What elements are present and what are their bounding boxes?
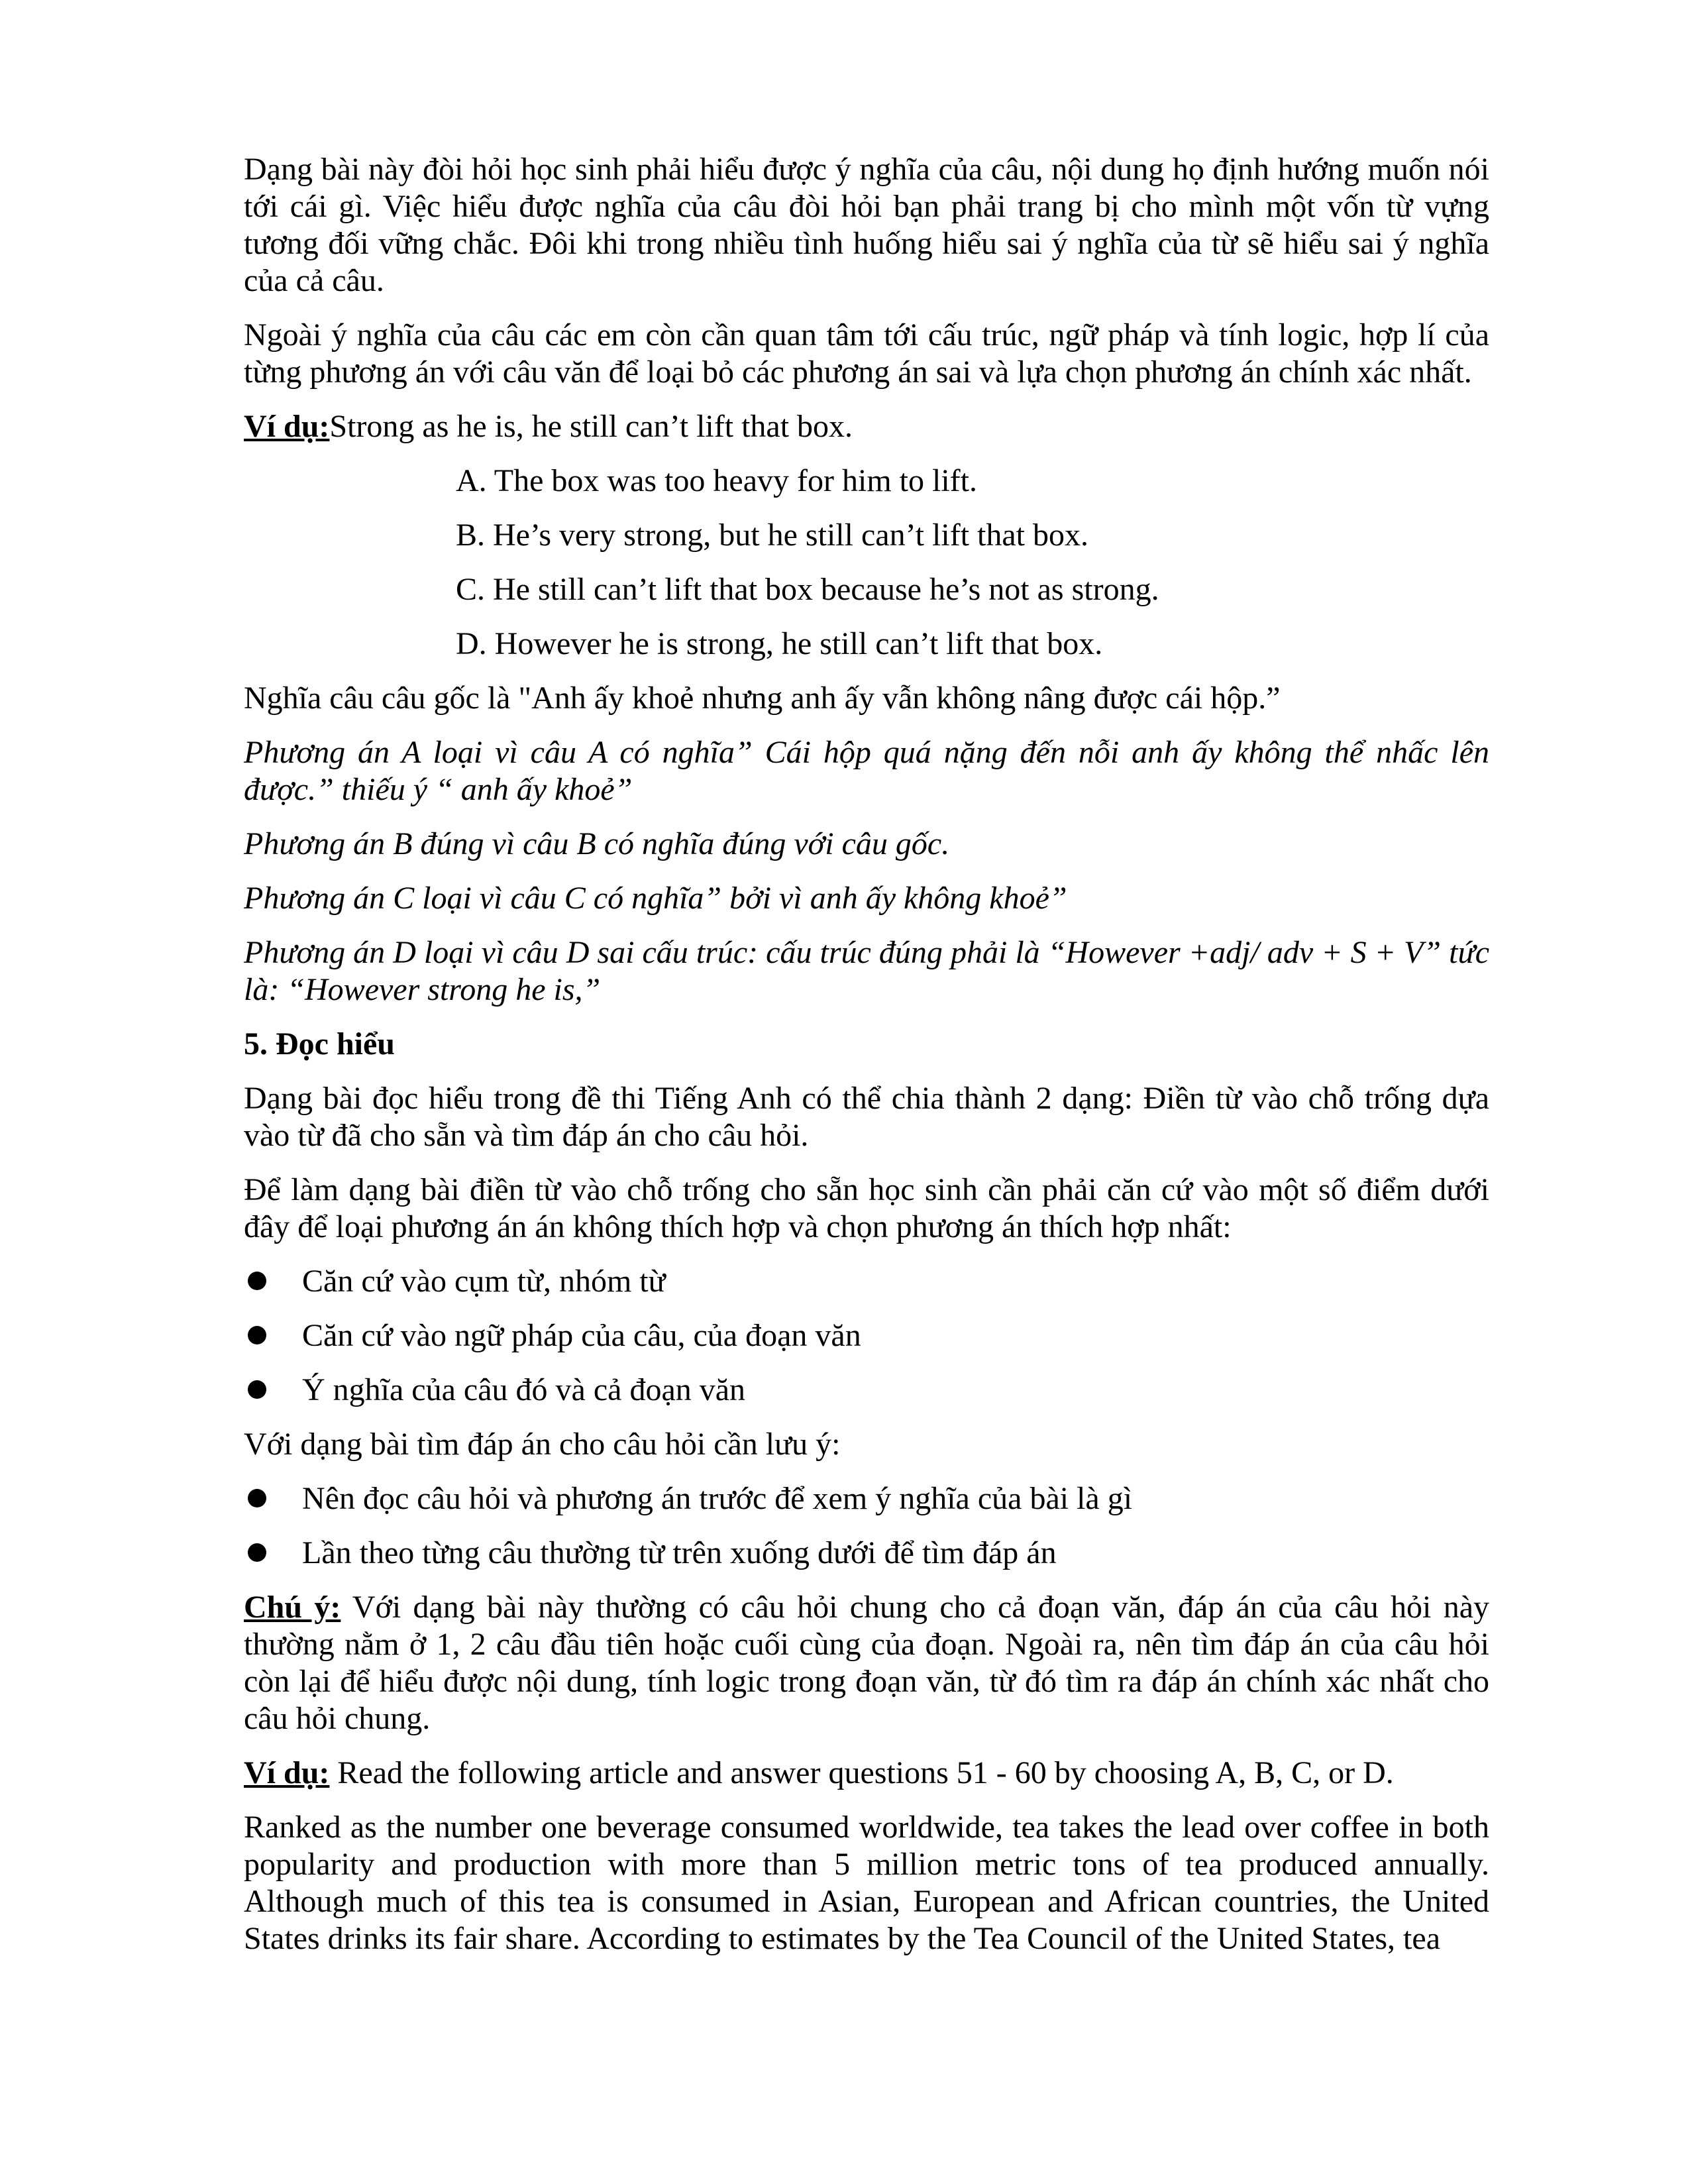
section-5-paragraph-3: Với dạng bài tìm đáp án cho câu hỏi cần lưu ý: bbox=[244, 1427, 841, 1462]
example-1-sentence: Strong as he is, he still can’t lift that box. bbox=[329, 409, 853, 444]
bullet-icon bbox=[248, 1543, 266, 1562]
option-b: B. He’s very strong, but he still can’t lift that box. bbox=[456, 518, 1088, 553]
bullet-item bbox=[244, 1480, 1489, 1517]
example-1-line bbox=[244, 408, 1489, 445]
intro-paragraph-2: Ngoài ý nghĩa của câu các em còn cần quan tâm tới cấu trúc, ngữ pháp và tính logic, hợp lí của từng phương án với câu văn để loại bỏ các phương án sai và lựa chọn phương án chính xác nhất. bbox=[244, 317, 1489, 390]
explanation-b: Phương án B đúng vì câu B có nghĩa đúng với câu gốc. bbox=[244, 826, 950, 861]
bullet-text: Lần theo từng câu thường từ trên xuống dưới để tìm đáp án bbox=[302, 1535, 1057, 1570]
bullet-icon bbox=[248, 1326, 266, 1344]
bullet-item bbox=[244, 1317, 1489, 1354]
section-5-paragraph-2: Để làm dạng bài điền từ vào chỗ trống cho sẵn học sinh cần phải căn cứ vào một số điểm dưới đây để loại phương án án không thích hợp và chọn phương án thích hợp nhất: bbox=[244, 1172, 1489, 1244]
bullet-text: Căn cứ vào cụm từ, nhóm từ bbox=[302, 1264, 666, 1299]
bullet-icon bbox=[248, 1489, 266, 1507]
option-c: C. He still can’t lift that box because he’s not as strong. bbox=[456, 572, 1159, 607]
intro-paragraph-1: Dạng bài này đòi hỏi học sinh phải hiểu được ý nghĩa của câu, nội dung họ định hướng muốn nói tới cái gì. Việc hiểu được nghĩa của câu đòi hỏi bạn phải trang bị cho mình một vốn từ vựng tương đối vững chắc. Đôi khi trong nhiều tình huống hiểu sai ý nghĩa của từ sẽ hiểu sai ý nghĩa của cả câu. bbox=[244, 152, 1489, 298]
example-1-meaning: Nghĩa câu câu gốc là "Anh ấy khoẻ nhưng anh ấy vẫn không nâng được cái hộp.” bbox=[244, 681, 1281, 716]
bullet-text: Nên đọc câu hỏi và phương án trước để xem ý nghĩa của bài là gì bbox=[302, 1481, 1133, 1516]
bullet-item bbox=[244, 1372, 1489, 1409]
note-label: Chú ý: bbox=[244, 1590, 341, 1625]
example-2-text: Read the following article and answer questions 51 - 60 by choosing A, B, C, or D. bbox=[337, 1755, 1394, 1790]
explanation-a: Phương án A loại vì câu A có nghĩa” Cái hộp quá nặng đến nỗi anh ấy không thể nhấc lên được.” thiếu ý “ anh ấy khoẻ” bbox=[244, 735, 1489, 807]
option-d: D. However he is strong, he still can’t lift that box. bbox=[456, 626, 1103, 661]
page-content bbox=[244, 151, 1489, 1975]
example-2-label: Ví dụ: bbox=[244, 1755, 330, 1790]
bullet-icon bbox=[248, 1272, 266, 1290]
explanation-c: Phương án C loại vì câu C có nghĩa” bởi vì anh ấy không khoẻ” bbox=[244, 881, 1067, 916]
example-1-label: Ví dụ: bbox=[244, 409, 330, 444]
bullet-item bbox=[244, 1535, 1489, 1572]
option-a: A. The box was too heavy for him to lift. bbox=[456, 463, 977, 498]
example-2-line bbox=[244, 1755, 1489, 1792]
section-5-paragraph-1: Dạng bài đọc hiểu trong đề thi Tiếng Anh có thể chia thành 2 dạng: Điền từ vào chỗ trống dựa vào từ đã cho sẵn và tìm đáp án cho câu hỏi. bbox=[244, 1081, 1489, 1153]
note-text: Với dạng bài này thường có câu hỏi chung cho cả đoạn văn, đáp án của câu hỏi này thường nằm ở 1, 2 câu đầu tiên hoặc cuối cùng của đoạn. Ngoài ra, nên tìm đáp án của câu hỏi còn lại để hiểu được nội dung, tính logic trong đoạn văn, từ đó tìm ra đáp án chính xác nhất cho câu hỏi chung. bbox=[244, 1590, 1489, 1736]
note-paragraph bbox=[244, 1589, 1489, 1737]
bullet-icon bbox=[248, 1380, 266, 1399]
section-5-heading: 5. Đọc hiểu bbox=[244, 1026, 395, 1062]
bullet-item bbox=[244, 1263, 1489, 1300]
explanation-d: Phương án D loại vì câu D sai cấu trúc: cấu trúc đúng phải là “However +adj/ adv + S + V” tức là: “However strong he is,” bbox=[244, 935, 1489, 1007]
passage-paragraph: Ranked as the number one beverage consumed worldwide, tea takes the lead over coffee in both popularity and production with more than 5 million metric tons of tea produced annually. Although much of this tea is consumed in Asian, European and African countries, the United States drinks its fair share. According to estimates by the Tea Council of the United States, tea bbox=[244, 1810, 1489, 1956]
bullet-text: Căn cứ vào ngữ pháp của câu, của đoạn văn bbox=[302, 1318, 861, 1353]
bullet-text: Ý nghĩa của câu đó và cả đoạn văn bbox=[302, 1372, 746, 1407]
